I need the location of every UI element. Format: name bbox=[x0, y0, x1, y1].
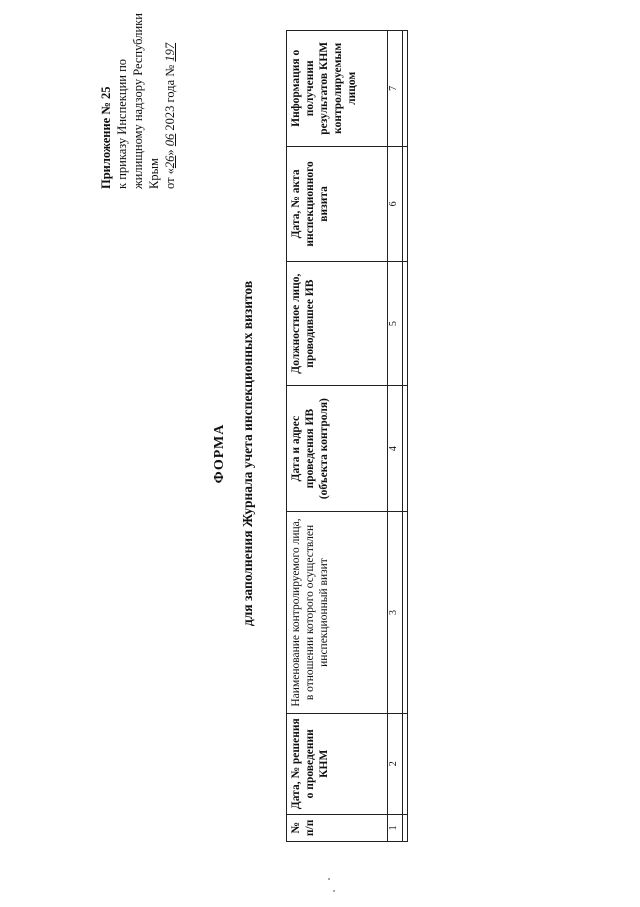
empty-cell bbox=[403, 146, 408, 262]
appendix-block bbox=[98, 0, 178, 189]
empty-cell bbox=[403, 31, 408, 147]
scan-speck bbox=[328, 878, 330, 880]
document-subtitle: для заполнения Журнала учета инспекционных визитов bbox=[240, 280, 255, 627]
column-number-cell: 6 bbox=[388, 146, 403, 262]
scan-speck bbox=[333, 890, 335, 892]
column-number-cell: 1 bbox=[388, 814, 403, 841]
table-empty-row bbox=[403, 31, 408, 842]
appendix-line-2: жилищному надзору Республики Крым bbox=[131, 13, 161, 189]
empty-cell bbox=[403, 814, 408, 841]
order-day: 26 bbox=[163, 155, 177, 169]
document-title: ФОРМА bbox=[212, 423, 227, 484]
appendix-title: Приложение № 25 bbox=[99, 86, 113, 189]
empty-cell bbox=[403, 262, 408, 386]
column-number-cell: 5 bbox=[388, 262, 403, 386]
empty-cell bbox=[403, 512, 408, 714]
header-cell: Информация о получении результатов КНМ контролируемым лицом bbox=[287, 31, 388, 147]
order-number: 197 bbox=[163, 42, 177, 62]
table-header-row bbox=[287, 31, 388, 842]
header-cell: Наименование контролируемого лица, в отношении которого осуществлен инспекционный визит bbox=[287, 512, 388, 714]
header-cell: № п/п bbox=[287, 814, 388, 841]
order-month: 06 bbox=[163, 133, 177, 147]
column-number-cell: 4 bbox=[388, 386, 403, 512]
header-cell: Дата и адрес проведения ИВ (объекта контроля) bbox=[287, 386, 388, 512]
column-number-cell: 7 bbox=[388, 31, 403, 147]
journal-form-table bbox=[286, 30, 408, 842]
empty-cell bbox=[403, 386, 408, 512]
header-cell: Должностное лицо, проводившее ИВ bbox=[287, 262, 388, 386]
date-prefix: от « bbox=[163, 168, 177, 189]
appendix-date-line bbox=[162, 0, 178, 189]
header-cell: Дата, № акта инспекционного визита bbox=[287, 146, 388, 262]
header-cell: Дата, № решения о проведении КНМ bbox=[287, 713, 388, 814]
date-mid-2: 2023 года № bbox=[163, 61, 177, 134]
appendix-line-1: к приказу Инспекции по bbox=[115, 58, 129, 189]
empty-cell bbox=[403, 713, 408, 814]
table-number-row bbox=[388, 31, 403, 842]
column-number-cell: 3 bbox=[388, 512, 403, 714]
column-number-cell: 2 bbox=[388, 713, 403, 814]
date-mid-1: » bbox=[163, 146, 177, 156]
